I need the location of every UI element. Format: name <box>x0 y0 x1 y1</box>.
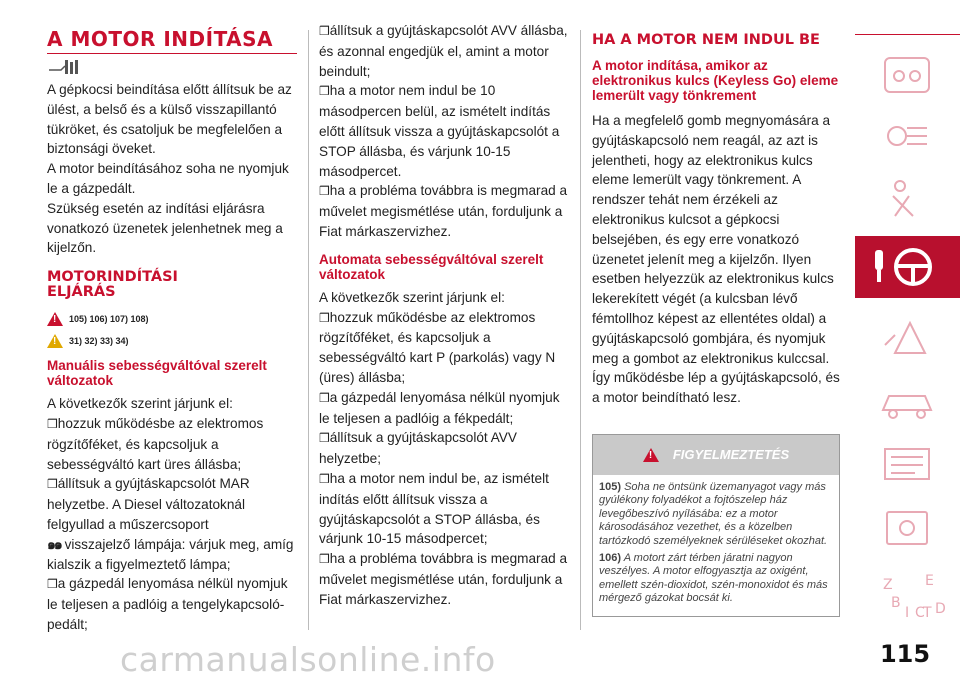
tab-divider <box>855 34 960 35</box>
warning-text: Soha ne öntsünk üzemanyagot vagy más gyúlékony folyadékot a fojtószelep ház levegőbeszívó nyílásába: ez a motor károsodásához vezethet, és a közelben tartózkodó személyeknek sérüléseket okozhat. <box>599 480 828 547</box>
tab-emergency[interactable] <box>855 305 960 367</box>
caution-refs: 31) 32) 33) 34) <box>69 336 129 347</box>
intro-text: Szükség esetén az indítási eljárásra vonatkozó üzenetek jelenhetnek meg a kijelzőn. <box>47 200 283 256</box>
car-service-icon <box>855 370 960 432</box>
caution-triangle-icon <box>47 334 63 348</box>
list-item: ❒a gázpedál lenyomása nélkül nyomjuk le teljesen a padlóig a fékpedált; <box>319 389 560 426</box>
warning-refs: 105) 106) 107) 108) <box>69 314 149 325</box>
bullet-icon: ❒ <box>319 390 330 405</box>
column-3 <box>592 33 842 617</box>
tab-index[interactable] <box>855 565 960 627</box>
bullet-icon: ❒ <box>47 416 58 431</box>
svg-text:I: I <box>905 605 910 621</box>
warning-triangle-icon <box>643 448 659 462</box>
auto-intro: A következők szerint járjunk el: <box>319 289 505 305</box>
warning-ref-row <box>47 312 297 326</box>
warning-header <box>593 435 839 475</box>
watermark: carmanualsonline.info <box>120 640 496 679</box>
keyless-icon <box>47 58 297 78</box>
bullet-icon: ❒ <box>47 477 58 492</box>
glow-plug-icon: ๑๑ <box>47 535 61 552</box>
bullet-icon: ❒ <box>47 577 58 592</box>
list-item: ❒hozzuk működésbe az elektromos rögzítőféket, és kapcsoljuk a sebességváltó kart P (parkolás) vagy N (üres) állásba; <box>319 309 556 385</box>
technical-data-icon <box>855 433 960 495</box>
warning-number: 106) <box>599 551 622 564</box>
alphabet-index-icon <box>855 565 960 627</box>
page-title: A MOTOR INDÍTÁSA <box>47 28 297 54</box>
column-divider <box>308 30 309 630</box>
manual-title: Manuális sebességváltóval szerelt változatok <box>47 358 267 389</box>
tab-maintenance[interactable] <box>855 370 960 432</box>
warning-body <box>593 475 839 616</box>
tab-safety[interactable] <box>855 168 960 230</box>
warning-text: A motort zárt térben járatni nagyon veszélyes. A motor elfogyasztja az oxigént, emellett szén-dioxidot, szén-monoxidot és más mérgező gázokat bocsát ki. <box>599 551 828 605</box>
bullet-icon: ❒ <box>319 84 330 99</box>
list-item: ❒ha a motor nem indul be 10 másodpercen belül, az ismételt indítás előtt állítsuk vissza a gyújtáskapcsolót a STOP állásba, és várjunk 10-15 másodpercet. <box>319 83 560 179</box>
steering-wheel-icon <box>855 236 960 298</box>
body-text: Ha a megfelelő gomb megnyomására a gyújtáskapcsoló nem reagál, az azt is jelentheti, hogy az elektronikus kulcs eleme lemerült vagy tönkrement. A rendszer tehát nem érzékeli az elektronikus kulcsot a gépkocsi belsejében, és egy erre vonatkozó üzenetet jelenít meg a kijelzőn. Ilyen esetben helyezzük az elektronikus kulcs lekerekített végét (a kulcsban lévő fémtollhoz képest az ellentétes oldal) a gyújtáskapcsoló gombjára, és nyomjuk meg a gombot az elektronikus kulccsal. Így működésbe lép a gyújtáskapcsoló, és a motor beindítható lesz. <box>592 113 840 406</box>
bullet-icon: ❒ <box>319 431 330 446</box>
caution-ref-row <box>47 334 297 348</box>
list-item: ❒ha a motor nem indul be, az ismételt indítás előtt állítsuk vissza a gyújtáskapcsolót a STOP állásba, és várjunk 10-15 másodpercet; <box>319 470 549 547</box>
page-number: 115 <box>879 640 931 668</box>
tab-specs[interactable] <box>855 433 960 495</box>
intro-text: A motor beindításához soha ne nyomjuk le a gázpedált. <box>47 161 289 196</box>
list-item: ❒állítsuk a gyújtáskapcsolót AVV helyzetbe; <box>319 430 517 467</box>
column-divider <box>580 30 581 630</box>
bullet-icon: ❒ <box>319 471 330 486</box>
svg-text:C: C <box>915 605 925 621</box>
warning-lights-icon <box>855 106 960 168</box>
emergency-icon <box>855 305 960 367</box>
column-2 <box>319 21 569 610</box>
svg-text:E: E <box>925 573 934 589</box>
bullet-icon: ❒ <box>319 24 330 38</box>
section-title: MOTORINDÍTÁSI ELJÁRÁS <box>47 269 178 301</box>
tab-lights[interactable] <box>855 106 960 168</box>
svg-text:D: D <box>935 601 946 617</box>
warning-box <box>592 434 840 617</box>
warning-title: FIGYELMEZTETÉS <box>672 447 790 463</box>
list-item: ❒ha a probléma továbbra is megmarad a művelet megismétlése után, forduljunk a Fiat márkaszervizhez. <box>319 551 568 607</box>
list-item: ❒a gázpedál lenyomása nélkül nyomjuk le teljesen a padlóig a tengelykapcsoló-pedált; <box>47 576 288 632</box>
manual-intro: A következők szerint járjunk el: <box>47 396 233 412</box>
list-item: ❒hozzuk működésbe az elektromos rögzítőféket, és kapcsoljuk a sebességváltó kart üres állásba; <box>47 415 264 472</box>
intro-text: A gépkocsi beindítása előtt állítsuk be az ülést, a belső és a külső visszapillantó tükröket, és csatoljuk be megfelelően a biztonsági öveket. <box>47 82 292 157</box>
list-item: ❒ha a probléma továbbra is megmarad a művelet megismétlése után, forduljunk a Fiat márkaszervizhez. <box>319 183 568 239</box>
svg-text:T: T <box>923 605 932 621</box>
warning-number: 105) <box>599 480 622 493</box>
list-item: ❒állítsuk a gyújtáskapcsolót AVV állásba, és azonnal engedjük el, amint a motor beindult; <box>319 23 568 79</box>
list-item: ๑๑ visszajelző lámpája: várjuk meg, amíg kialszik a figyelmeztető lámpa; <box>47 535 294 572</box>
dashboard-icon <box>855 44 960 106</box>
tab-dashboard[interactable] <box>855 44 960 106</box>
auto-title: Automata sebességváltóval szerelt változatok <box>319 251 544 282</box>
multimedia-icon <box>855 498 960 560</box>
bullet-icon: ❒ <box>319 310 330 325</box>
svg-text:B: B <box>891 595 901 611</box>
tab-starting-driving[interactable] <box>855 236 960 298</box>
tab-multimedia[interactable] <box>855 498 960 560</box>
warning-triangle-icon <box>47 312 63 326</box>
seatbelt-icon <box>855 168 960 230</box>
bullet-icon: ❒ <box>319 552 330 567</box>
column-1 <box>47 28 297 635</box>
svg-text:Z: Z <box>883 577 893 593</box>
list-item: ❒állítsuk a gyújtáskapcsolót MAR helyzetbe. A Diesel változatoknál felgyullad a műszercsoport <box>47 476 250 532</box>
section-title: HA A MOTOR NEM INDUL BE <box>592 32 820 48</box>
bullet-icon: ❒ <box>319 184 330 199</box>
keyless-subtitle: A motor indítása, amikor az elektronikus kulcs (Keyless Go) eleme lemerült vagy tönkrement <box>592 58 839 103</box>
